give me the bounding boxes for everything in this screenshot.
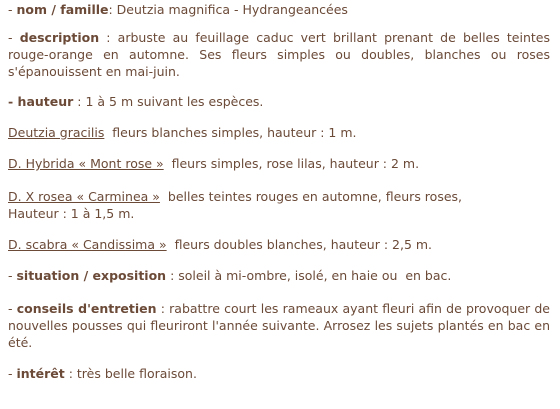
variety-gracilis — [8, 124, 550, 141]
hauteur-label: - hauteur — [8, 94, 74, 109]
variety-text-mont-rose: fleurs simples, rose lilas, hauteur : 2 m. — [163, 156, 420, 171]
description-paragraph — [8, 29, 550, 80]
situation-value: : soleil à mi-ombre, isolé, en haie ou en bac. — [166, 268, 452, 283]
variety-mont-rose — [8, 155, 550, 172]
nom-famille-label: nom / famille — [16, 2, 109, 17]
interet-dash: - — [8, 366, 17, 381]
hauteur-value: : 1 à 5 m suivant les espèces. — [73, 94, 264, 109]
variety-name-carminea: D. X rosea « Carminea » — [8, 189, 160, 204]
nom-dash: - — [8, 2, 17, 17]
hauteur-paragraph — [8, 93, 550, 110]
variety-text-carminea: belles teintes rouges en automne, fleurs roses, — [159, 189, 463, 204]
situation-dash: - — [8, 268, 17, 283]
situation-label: situation / exposition — [16, 268, 167, 283]
nom-famille-paragraph — [8, 1, 550, 18]
conseils-dash: - — [8, 301, 17, 316]
situation-paragraph — [8, 267, 550, 284]
variety-name-candissima: D. scabra « Candissima » — [8, 237, 167, 252]
description-dash: - — [8, 30, 20, 45]
interet-value: : très belle floraison. — [64, 366, 197, 381]
variety-text-gracilis: fleurs blanches simples, hauteur : 1 m. — [104, 125, 357, 140]
conseils-paragraph — [8, 300, 550, 351]
variety-text2-carminea: Hauteur : 1 à 1,5 m. — [8, 206, 135, 221]
variety-text-candissima: fleurs doubles blanches, hauteur : 2,5 m. — [166, 237, 433, 252]
description-value: : arbuste au feuillage caduc vert brillant prenant de belles teintes rouge-orange en automne. Ses fleurs simples ou doubles, blanches ou roses s'épanouissent en mai-juin. — [8, 30, 551, 79]
description-label: description — [19, 30, 100, 45]
variety-carminea — [8, 188, 550, 222]
conseils-label: conseils d'entretien — [16, 301, 157, 316]
nom-famille-value: : Deutzia magnifica - Hydrangeancées — [108, 2, 348, 17]
variety-candissima — [8, 236, 550, 253]
conseils-value: : rabattre court les rameaux ayant fleuri afin de provoquer de nouvelles pousses qui fleuriront l'année suivante. Arrosez les sujets plantés en bac en été. — [8, 301, 551, 350]
variety-name-mont-rose: D. Hybrida « Mont rose » — [8, 156, 164, 171]
variety-name-gracilis: Deutzia gracilis — [8, 125, 105, 140]
interet-label: intérêt — [16, 366, 65, 381]
interet-paragraph — [8, 365, 550, 382]
